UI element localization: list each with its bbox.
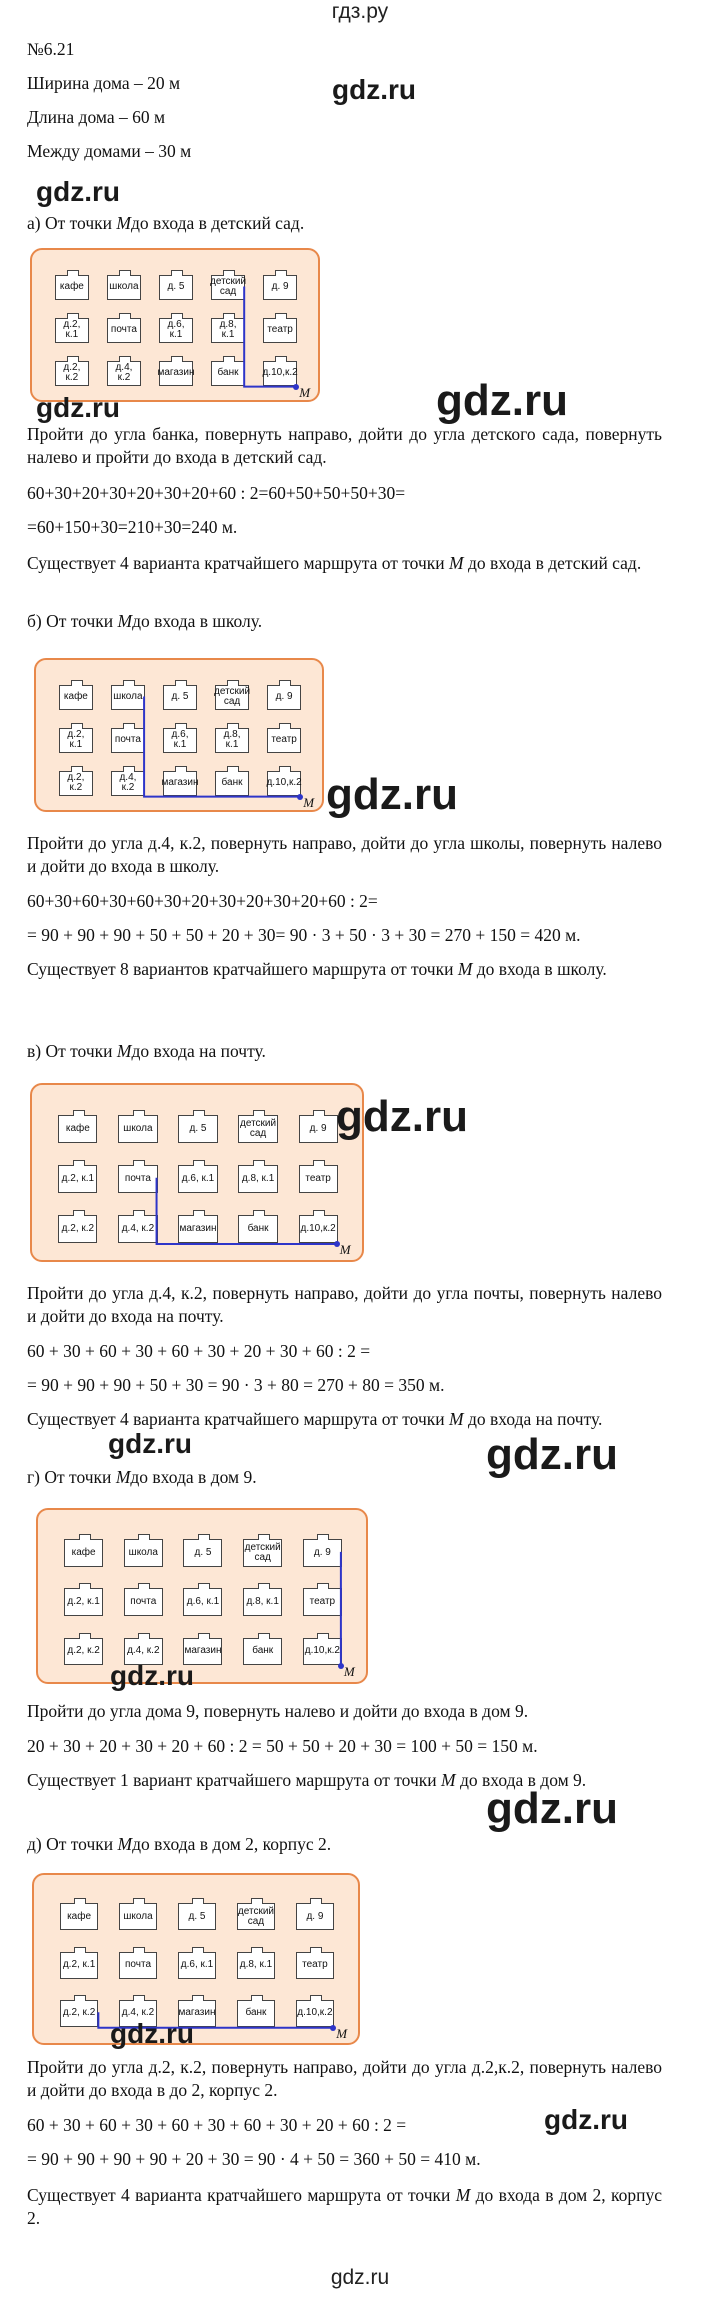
building: кафе <box>59 685 93 709</box>
part-c-title: в) От точки Мдо входа на почту. <box>27 1041 266 1061</box>
part-c-description: Пройти до угла д.4, к.2, повернуть направо, дойти до угла почты, повернуть налево и дойти до входа на почту. <box>27 1283 662 1326</box>
given-gap: Между домами – 30 м <box>27 141 192 161</box>
building: школа <box>118 1115 157 1143</box>
part-b-calc-1: 60+30+60+30+60+30+20+30+20+30+20+60 : 2= <box>27 891 378 911</box>
building: почта <box>119 1952 158 1979</box>
building: д.8, к.1 <box>215 728 249 752</box>
map-e <box>32 1873 360 2045</box>
building: почта <box>118 1165 157 1193</box>
building: д.4, к.2 <box>111 771 145 795</box>
site-footer[interactable]: gdz.ru <box>330 2266 390 2289</box>
building: д.2, к.1 <box>55 318 89 342</box>
building: д.4, к.2 <box>119 2000 158 2027</box>
route-line <box>144 697 300 797</box>
building: д. 9 <box>296 1903 335 1930</box>
watermark: gdz.ru <box>36 176 120 207</box>
part-b-description: Пройти до угла д.4, к.2, повернуть направо, дойти до угла школы, повернуть налево и дойти до входа в школу. <box>27 833 662 876</box>
building: д.2, к.2 <box>58 1215 97 1243</box>
building: магазин <box>163 771 197 795</box>
building: д.4, к.2 <box>124 1638 163 1666</box>
watermark: gdz.ru <box>326 770 458 819</box>
point-m-label: М <box>303 794 315 810</box>
part-e-calc-1: 60 + 30 + 60 + 30 + 60 + 30 + 60 + 30 + 20 + 60 : 2 = <box>27 2115 407 2135</box>
route-line <box>244 287 296 387</box>
building: школа <box>124 1539 163 1567</box>
route-svg <box>34 1875 358 2043</box>
building: д. 5 <box>183 1539 222 1567</box>
building: д.6, к.1 <box>183 1588 222 1616</box>
map-a <box>30 248 320 402</box>
watermark: gdz.ru <box>110 2018 194 2049</box>
building: д.6, к.1 <box>178 1952 217 1979</box>
given-length: Длина дома – 60 м <box>27 107 166 127</box>
building: д. 9 <box>263 275 297 299</box>
watermark: gdz.ru <box>544 2104 628 2135</box>
building: детский сад <box>243 1539 282 1567</box>
building: д.2, к.1 <box>64 1588 103 1616</box>
route-svg <box>38 1510 366 1682</box>
building: д.4, к.2 <box>118 1215 157 1243</box>
building: д.6, к.1 <box>163 728 197 752</box>
building: кафе <box>58 1115 97 1143</box>
building: банк <box>215 771 249 795</box>
part-e-description: Пройти до угла д.2, к.2, повернуть направо, дойти до угла д.2,к.2, повернуть налево и дойти до входа в до 2, корпус 2. <box>27 2057 662 2100</box>
watermark: gdz.ru <box>108 1428 192 1459</box>
part-d-description: Пройти до угла дома 9, повернуть налево и дойти до входа в дом 9. <box>27 1701 529 1721</box>
building: д. 5 <box>178 1115 217 1143</box>
building: школа <box>111 685 145 709</box>
part-a-description: Пройти до угла банка, повернуть направо, дойти до угла детского сада, повернуть налево и пройти до входа в детский сад. <box>27 424 662 467</box>
map-d <box>36 1508 368 1684</box>
point-m-label: М <box>336 2025 348 2041</box>
building: театр <box>263 318 297 342</box>
part-e-conclusion: Существует 4 варианта кратчайшего маршрута от точки М до входа в дом 2, корпус 2. <box>27 2185 662 2228</box>
building: магазин <box>178 1215 217 1243</box>
point-m-label: М <box>343 1664 355 1680</box>
building: д.10,к.2 <box>303 1638 342 1666</box>
building: д.4, к.2 <box>107 361 141 385</box>
building: д.8, к.1 <box>243 1588 282 1616</box>
map-c <box>30 1083 364 1262</box>
watermark: gdz.ru <box>110 1660 194 1691</box>
route-svg <box>32 250 318 400</box>
route-svg <box>32 1085 362 1260</box>
part-c-conclusion: Существует 4 варианта кратчайшего маршрута от точки М до входа на почту. <box>27 1409 603 1429</box>
building: д. 9 <box>267 685 301 709</box>
building: магазин <box>178 2000 217 2027</box>
part-d-conclusion: Существует 1 вариант кратчайшего маршрута от точки М до входа в дом 9. <box>27 1770 587 1790</box>
building: д.10,к.2 <box>296 2000 335 2027</box>
building: д.2, к.2 <box>55 361 89 385</box>
part-d-title: г) От точки Мдо входа в дом 9. <box>27 1467 257 1487</box>
building: д.8, к.1 <box>238 1165 277 1193</box>
building: д.2, к.2 <box>64 1638 103 1666</box>
part-b-conclusion: Существует 8 вариантов кратчайшего маршрута от точки М до входа в школу. <box>27 959 607 979</box>
part-a-title: а) От точки Мдо входа в детский сад. <box>27 213 305 233</box>
building: кафе <box>64 1539 103 1567</box>
building: д. 5 <box>178 1903 217 1930</box>
building: д.10,к.2 <box>299 1215 338 1243</box>
part-a-calc-1: 60+30+20+30+20+30+20+60 : 2=60+50+50+50+30= <box>27 483 406 503</box>
part-b-calc-2: = 90 + 90 + 90 + 50 + 50 + 20 + 30= 90 · 3 + 50 · 3 + 30 = 270 + 150 = 420 м. <box>27 925 581 945</box>
building: д. 5 <box>159 275 193 299</box>
building: детский сад <box>215 685 249 709</box>
watermark: gdz.ru <box>436 376 568 425</box>
watermark: gdz.ru <box>336 1092 468 1141</box>
building: кафе <box>60 1903 99 1930</box>
building: почта <box>124 1588 163 1616</box>
building: д. 5 <box>163 685 197 709</box>
building: банк <box>243 1638 282 1666</box>
point-m-label: М <box>299 384 311 400</box>
building: д.10,к.2 <box>263 361 297 385</box>
building: театр <box>299 1165 338 1193</box>
part-c-calc-2: = 90 + 90 + 90 + 50 + 30 = 90 · 3 + 80 = 270 + 80 = 350 м. <box>27 1375 445 1395</box>
building: магазин <box>183 1638 222 1666</box>
building: д.2, к.2 <box>60 2000 99 2027</box>
building: детский сад <box>237 1903 276 1930</box>
watermark: gdz.ru <box>36 392 120 423</box>
part-e-title: д) От точки Мдо входа в дом 2, корпус 2. <box>27 1834 332 1854</box>
building: д.8, к.1 <box>237 1952 276 1979</box>
point-m-label: М <box>339 1241 351 1257</box>
part-d-calc-1: 20 + 30 + 20 + 30 + 20 + 60 : 2 = 50 + 50 + 20 + 30 = 100 + 50 = 150 м. <box>27 1736 538 1756</box>
building: д.8, к.1 <box>211 318 245 342</box>
part-c-calc-1: 60 + 30 + 60 + 30 + 60 + 30 + 20 + 30 + 60 : 2 = <box>27 1341 371 1361</box>
building: д.2, к.1 <box>60 1952 99 1979</box>
part-a-calc-2: =60+150+30=210+30=240 м. <box>27 517 238 537</box>
building: кафе <box>55 275 89 299</box>
building: почта <box>107 318 141 342</box>
building: д.2, к.1 <box>58 1165 97 1193</box>
watermark: gdz.ru <box>332 74 416 105</box>
route-svg <box>36 660 322 810</box>
building: детский сад <box>211 275 245 299</box>
building: школа <box>119 1903 158 1930</box>
building: театр <box>303 1588 342 1616</box>
building: банк <box>237 2000 276 2027</box>
watermark: gdz.ru <box>486 1784 618 1833</box>
part-b-title: б) От точки Мдо входа в школу. <box>27 611 263 631</box>
given-width: Ширина дома – 20 м <box>27 73 181 93</box>
site-header[interactable]: гдз.ру <box>331 0 389 23</box>
building: школа <box>107 275 141 299</box>
part-e-calc-2: = 90 + 90 + 90 + 90 + 20 + 30 = 90 · 4 + 50 = 360 + 50 = 410 м. <box>27 2149 481 2169</box>
building: д.6, к.1 <box>178 1165 217 1193</box>
part-a-conclusion: Существует 4 варианта кратчайшего маршрута от точки М до входа в детский сад. <box>27 553 642 573</box>
building: почта <box>111 728 145 752</box>
building: д. 9 <box>299 1115 338 1143</box>
watermark: gdz.ru <box>486 1430 618 1479</box>
building: детский сад <box>238 1115 277 1143</box>
building: д. 9 <box>303 1539 342 1567</box>
building: д.6, к.1 <box>159 318 193 342</box>
building: д.10,к.2 <box>267 771 301 795</box>
building: банк <box>211 361 245 385</box>
building: театр <box>267 728 301 752</box>
building: театр <box>296 1952 335 1979</box>
building: магазин <box>159 361 193 385</box>
building: д.2, к.1 <box>59 728 93 752</box>
building: д.2, к.2 <box>59 771 93 795</box>
map-b <box>34 658 324 812</box>
building: банк <box>238 1215 277 1243</box>
route-line <box>157 1178 337 1244</box>
task-number: №6.21 <box>27 39 75 59</box>
